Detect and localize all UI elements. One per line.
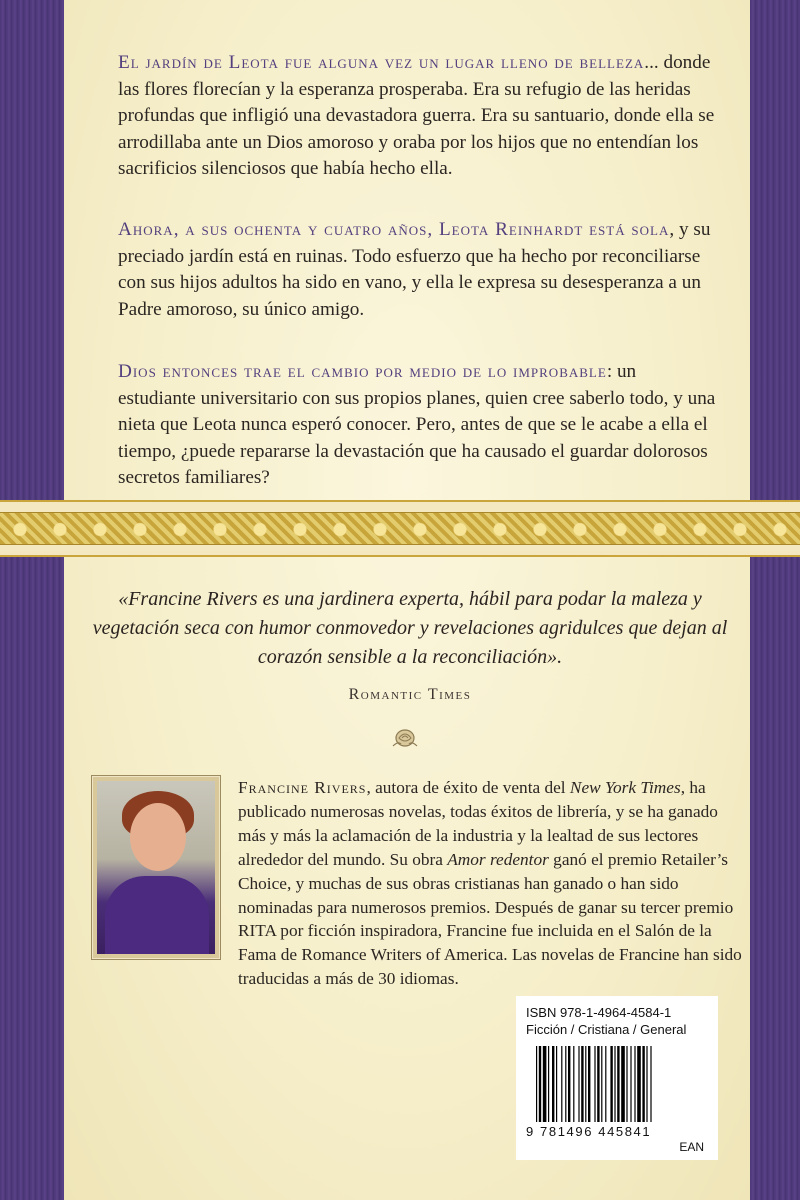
barcode-bars: [536, 1046, 702, 1122]
bio-text-2: , ha publicado numerosas novelas, todas éxitos de librería, y se ha ganado más y más la aclamación de la industria y la lealtad de sus lectores alrededor del mundo. Su obra: [238, 778, 718, 869]
barcode-bar: [573, 1046, 574, 1122]
barcode-bar: [588, 1046, 590, 1122]
barcode-bar: [650, 1046, 651, 1122]
barcode-bar: [646, 1046, 647, 1122]
gold-ornamental-band: [0, 500, 800, 557]
barcode-digits: 9 781496 445841: [526, 1124, 652, 1139]
barcode-bar: [630, 1046, 631, 1122]
left-purple-border: [0, 0, 64, 1200]
barcode-bar: [605, 1046, 606, 1122]
barcode-bar: [585, 1046, 586, 1122]
book-title: Amor redentor: [447, 849, 549, 869]
barcode-bar: [642, 1046, 644, 1122]
barcode-bar: [614, 1046, 615, 1122]
barcode-bar: [568, 1046, 570, 1122]
barcode-bar: [634, 1046, 635, 1122]
nyt-title: New York Times: [569, 778, 681, 797]
blurb-lead-1: El jardín de Leota fue alguna vez un lugar lleno de belleza: [118, 52, 645, 73]
barcode-bar: [539, 1046, 541, 1122]
blurb-lead-2: Ahora, a sus ochenta y cuatro años, Leota Reinhardt está sola: [118, 219, 670, 240]
barcode-bar: [597, 1046, 599, 1122]
bio-text-1: , autora de éxito de venta del: [366, 778, 570, 797]
rose-ornament-icon: [390, 726, 420, 752]
barcode-bar: [561, 1046, 562, 1122]
author-bio: [238, 776, 748, 991]
barcode-box: [516, 996, 718, 1160]
barcode-bar: [594, 1046, 595, 1122]
barcode-bar: [565, 1046, 566, 1122]
barcode-bar: [617, 1046, 619, 1122]
blurb-text-3: : un estudiante universitario con sus propios planes, quien cree saberlo todo, y una nieta que Leota nunca esperó conocer. Pero, antes de que se le acabe a ella el tiempo, ¿puede repararse la devastación que ha causado el guardar dolorosos secretos familiares?: [118, 361, 716, 488]
right-purple-border: [750, 0, 800, 1200]
author-photo-frame: [91, 775, 221, 960]
blurb-text-2: , y su preciado jardín está en ruinas. Todo esfuerzo que ha hecho por reconciliarse con sus hijos adultos ha sido en vano, y ella le expresa su desesperanza a un Padre amoroso, su único amigo.: [118, 219, 711, 320]
blurb-text-1: ... donde las flores florecían y la esperanza prosperaba. Era su refugio de las heridas profundas que infligió una devastadora guerra. Era su santuario, donde ella se arrodillaba ante un Dios amoroso y oraba por los hijos que no entendían los sacrificios silenciosos que había hecho ella.: [118, 52, 715, 179]
barcode-bar: [621, 1046, 625, 1122]
barcode-bar: [578, 1046, 579, 1122]
barcode-bar: [581, 1046, 583, 1122]
endorsement-source: Romantic Times: [348, 686, 472, 703]
barcode-bar: [610, 1046, 612, 1122]
author-name: Francine Rivers: [238, 778, 367, 797]
genre-text: Ficción / Cristiana / General: [526, 1022, 687, 1037]
bio-text-3: ganó el premio Retailer’s Choice, y muchas de sus obras cristianas han ganado o han sido nominadas para numerosos premios. Después de ganar su tercer premio RITA por ficción inspiradora, Francine fue incluida en el Salón de la Fama de Romance Writers of America. Las novelas de Francine han sido traducidas a más de 30 idiomas.: [238, 849, 742, 989]
endorsement-quote: «Francine Rivers es una jardinera experta, hábil para podar la maleza y vegetación seca con humor conmovedor y revelaciones agridulces que dejan al corazón sensible a la reconciliación».: [92, 588, 728, 668]
barcode-bar: [556, 1046, 557, 1122]
barcode-bar: [552, 1046, 554, 1122]
barcode-bar: [543, 1046, 547, 1122]
gold-pattern-strip: [0, 512, 800, 545]
blurb-paragraph-1: [118, 50, 718, 183]
blurb-paragraph-2: [118, 217, 718, 323]
barcode-bar: [626, 1046, 627, 1122]
barcode-bar: [637, 1046, 641, 1122]
barcode-bar: [548, 1046, 549, 1122]
author-photo: [97, 781, 215, 954]
ean-label: EAN: [679, 1140, 704, 1154]
blurb-lead-3: Dios entonces trae el cambio por medio de lo improbable: [118, 361, 607, 382]
barcode-bar: [601, 1046, 602, 1122]
barcode-bar: [536, 1046, 537, 1122]
blurb-paragraph-3: [118, 359, 718, 492]
isbn-text: ISBN 978-1-4964-4584-1: [526, 1005, 672, 1020]
